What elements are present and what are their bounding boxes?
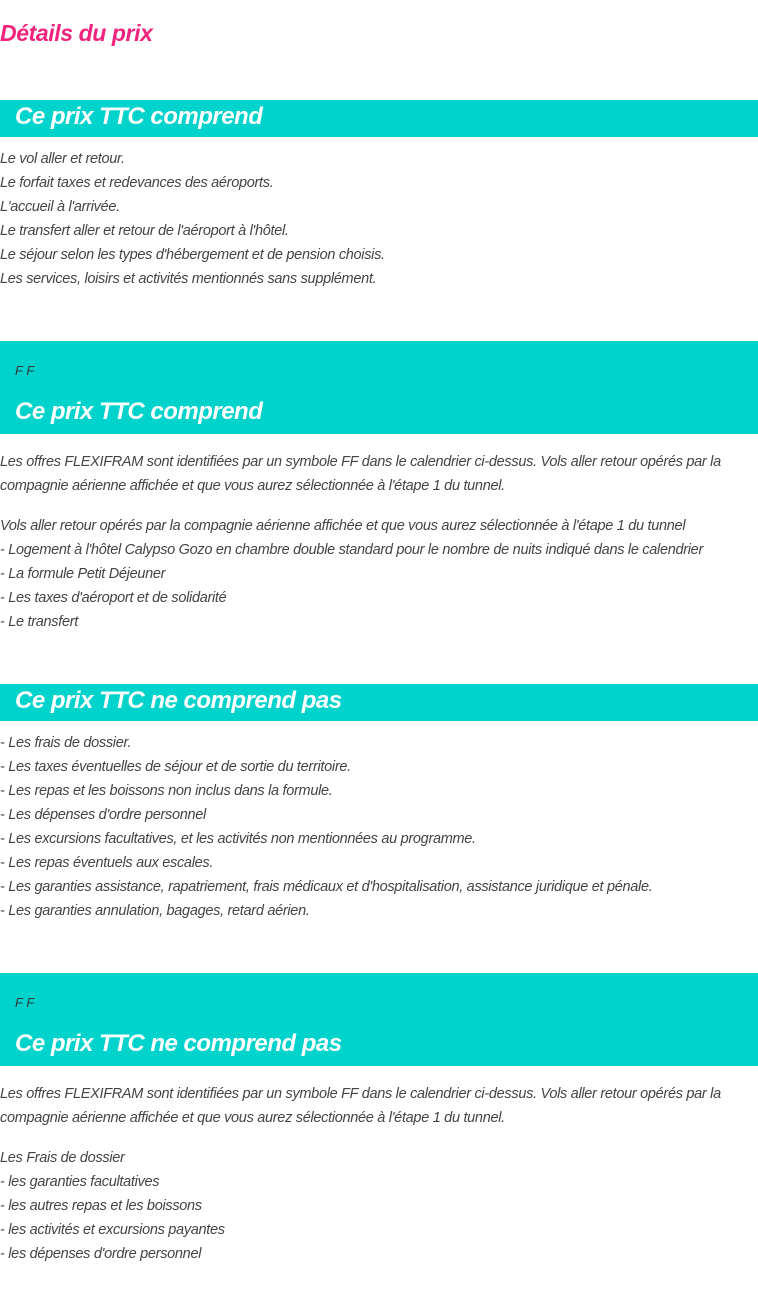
list-item: Le vol aller et retour. <box>0 151 125 167</box>
list-item: - les dépenses d'ordre personnel <box>0 1246 202 1262</box>
list-item: - Le transfert <box>0 614 78 630</box>
list-item: - Les taxes éventuelles de séjour et de sortie du territoire. <box>0 759 351 775</box>
list-item: - Logement à l'hôtel Calypso Gozo en chambre double standard pour le nombre de nuits indiqué dans le calendrier <box>0 542 703 558</box>
section-header-included-ff <box>0 341 758 434</box>
list-item: Les services, loisirs et activités mentionnés sans supplément. <box>0 271 377 287</box>
list-item: L'accueil à l'arrivée. <box>0 199 120 215</box>
list-item: - La formule Petit Déjeuner <box>0 566 166 582</box>
ff-intro <box>0 1082 758 1130</box>
list-item: Vols aller retour opérés par la compagnie aérienne affichée et que vous aurez sélectionnée à l'étape 1 du tunnel <box>0 518 686 534</box>
ff-intro <box>0 450 758 498</box>
paragraph: Les offres FLEXIFRAM sont identifiées par un symbole FF dans le calendrier ci-dessus. Vols aller retour opérés par la compagnie aérienne affichée et que vous aurez sélectionnée à l'étape 1 du tunnel. <box>0 454 721 494</box>
list-item: - Les garanties annulation, bagages, retard aérien. <box>0 903 310 919</box>
paragraph: Les offres FLEXIFRAM sont identifiées par un symbole FF dans le calendrier ci-dessus. Vols aller retour opérés par la compagnie aérienne affichée et que vous aurez sélectionnée à l'étape 1 du tunnel. <box>0 1086 721 1126</box>
excluded-list <box>0 731 758 923</box>
ff-tag: F F <box>15 995 35 1010</box>
ff-tag: F F <box>15 363 35 378</box>
list-item: Le forfait taxes et redevances des aéroports. <box>0 175 274 191</box>
list-item: - Les repas éventuels aux escales. <box>0 855 214 871</box>
list-item: - Les repas et les boissons non inclus dans la formule. <box>0 783 333 799</box>
list-item: - les activités et excursions payantes <box>0 1222 225 1238</box>
list-item: Les Frais de dossier <box>0 1150 125 1166</box>
section-heading: Ce prix TTC ne comprend pas <box>15 1030 342 1057</box>
page-title: Détails du prix <box>0 20 153 46</box>
section-heading: Ce prix TTC ne comprend pas <box>15 687 342 714</box>
section-heading: Ce prix TTC comprend <box>15 103 263 130</box>
section-heading: Ce prix TTC comprend <box>15 398 263 425</box>
section-header-excluded-ff <box>0 973 758 1066</box>
list-item: - Les excursions facultatives, et les activités non mentionnées au programme. <box>0 831 476 847</box>
list-item: - les autres repas et les boissons <box>0 1198 202 1214</box>
list-item: Le transfert aller et retour de l'aéroport à l'hôtel. <box>0 223 289 239</box>
included-list <box>0 147 758 291</box>
section-header-excluded <box>0 684 758 721</box>
list-item: - Les garanties assistance, rapatriement, frais médicaux et d'hospitalisation, assistance juridique et pénale. <box>0 879 653 895</box>
excluded-ff-list <box>0 1146 758 1266</box>
list-item: - Les frais de dossier. <box>0 735 132 751</box>
list-item: Le séjour selon les types d'hébergement et de pension choisis. <box>0 247 385 263</box>
list-item: - Les dépenses d'ordre personnel <box>0 807 206 823</box>
list-item: - Les taxes d'aéroport et de solidarité <box>0 590 227 606</box>
section-header-included <box>0 100 758 137</box>
included-ff-list <box>0 514 758 634</box>
list-item: - les garanties facultatives <box>0 1174 160 1190</box>
